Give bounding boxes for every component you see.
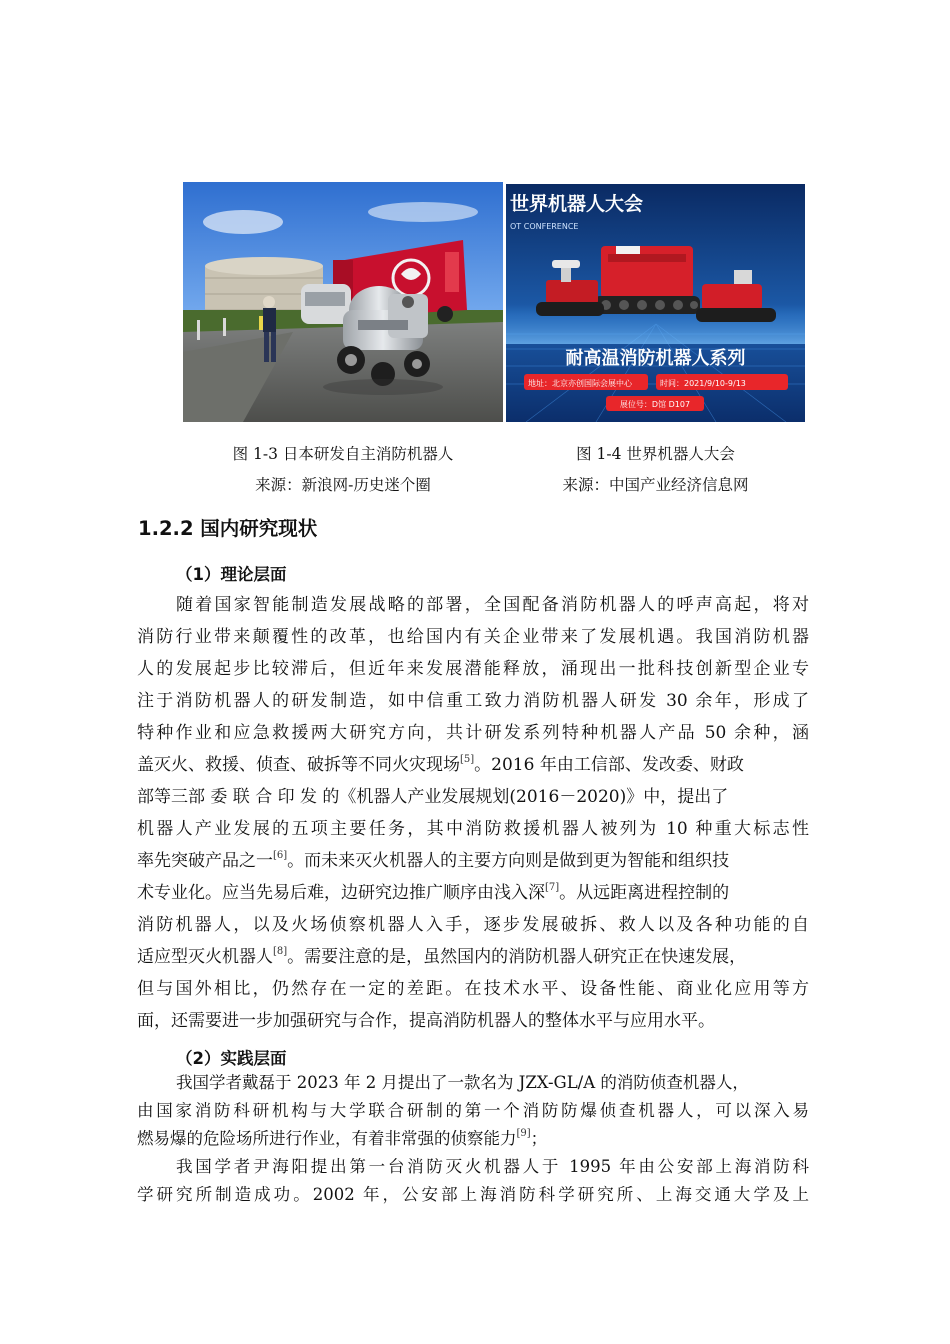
text-span: ；	[530, 1129, 548, 1148]
paragraph-line	[137, 753, 809, 777]
banner-title-text: 世界机器人大会	[510, 193, 644, 215]
paragraph-line	[137, 849, 809, 873]
paragraph-line: 人的发展起步比较滞后，但近年来发展潜能释放，涌现出一批科技创新型企业专	[137, 659, 809, 679]
citation-ref[interactable]: [7]	[545, 882, 560, 893]
booth-text: 展位号：D馆 D107	[619, 400, 691, 409]
text-span: 盖灭火、救援、侦查、破拆等不同火灾现场	[137, 755, 460, 775]
paragraph-line: 特种作业和应急救援两大研究方向，共计研发系列特种机器人产品 50 余种，涵	[137, 723, 809, 743]
text-span: 燃易爆的危险场所进行作业，有着非常强的侦察能力	[137, 1129, 517, 1148]
citation-ref[interactable]: [8]	[273, 946, 288, 957]
address-text: 地址：北京亦创国际会展中心	[528, 379, 632, 388]
paragraph-line: 注于消防机器人的研发制造，如中信重工致力消防机器人研发 30 余年，形成了	[137, 691, 809, 711]
paragraph-line: 我国学者尹海阳提出第一台消防灭火机器人于 1995 年由公安部上海消防科	[176, 1157, 809, 1176]
paragraph-line: 由国家消防科研机构与大学联合研制的第一个消防防爆侦查机器人，可以深入易	[137, 1101, 809, 1120]
theory-subheading: （1）理论层面	[176, 565, 287, 584]
paragraph-line	[137, 1127, 809, 1151]
text-span: 。2016 年由工信部、发改委、财政	[474, 755, 744, 775]
citation-ref[interactable]: [9]	[516, 1128, 531, 1139]
figure-1-4-source: 来源：中国产业经济信息网	[562, 476, 749, 494]
practice-subheading: （2）实践层面	[176, 1049, 287, 1068]
text-span: 适应型灭火机器人	[137, 947, 273, 967]
world-robot-conference-image	[506, 184, 805, 422]
figure-japan-fire-robot-photo	[183, 182, 503, 422]
citation-ref[interactable]: [5]	[460, 754, 475, 765]
section-heading: 1.2.2 国内研究现状	[138, 517, 318, 540]
japan-fire-robot-image	[183, 182, 503, 422]
figure-1-4-caption: 图 1-4 世界机器人大会	[576, 445, 735, 463]
citation-ref[interactable]: [6]	[273, 850, 288, 861]
banner-subtitle-text: OT CONFERENCE	[510, 222, 579, 231]
paragraph-line	[137, 945, 809, 969]
text-span: 。从远距离进程控制的	[559, 883, 730, 903]
text-span: 。需要注意的是，虽然国内的消防机器人研究正在快速发展，	[287, 947, 747, 967]
paragraph-line: 我国学者戴磊于 2023 年 2 月提出了一款名为 JZX-GL/A 的消防侦查机器人，	[176, 1073, 749, 1092]
text-span: 率先突破产品之一	[137, 851, 273, 871]
paragraph-line	[137, 881, 809, 905]
paragraph-line: 消防机器人，以及火场侦察机器人入手，逐步发展破拆、救人以及各种功能的自	[137, 915, 809, 935]
paragraph-line: 学研究所制造成功。2002 年，公安部上海消防科学研究所、上海交通大学及上	[137, 1185, 809, 1204]
text-span: 术专业化。应当先易后难，边研究边推广顺序由浅入深	[137, 883, 545, 903]
paragraph-line: 面，还需要进一步加强研究与合作，提高消防机器人的整体水平与应用水平。	[137, 1011, 715, 1031]
figure-1-3-caption: 图 1-3 日本研发自主消防机器人	[232, 445, 454, 463]
paragraph-line: 部等三部 委 联 合 印 发 的《机器人产业发展规划(2016－2020)》中，提出了	[137, 787, 729, 807]
paragraph-line: 机器人产业发展的五项主要任务，其中消防救援机器人被列为 10 种重大标志性	[137, 819, 809, 839]
headline-text: 耐高温消防机器人系列	[565, 348, 746, 369]
time-text: 时间：2021/9/10-9/13	[660, 379, 746, 388]
paragraph-line: 但与国外相比，仍然存在一定的差距。在技术水平、设备性能、商业化应用等方	[137, 979, 809, 999]
figure-world-robot-conference-photo	[506, 184, 805, 422]
paragraph-line: 随着国家智能制造发展战略的部署，全国配备消防机器人的呼声高起，将对	[176, 595, 809, 615]
figure-1-3-source: 来源：新浪网-历史迷个圈	[255, 476, 431, 494]
paragraph-line: 消防行业带来颠覆性的改革，也给国内有关企业带来了发展机遇。我国消防机器	[137, 627, 809, 647]
text-span: 。而未来灭火机器人的主要方向则是做到更为智能和组织技	[287, 851, 730, 871]
